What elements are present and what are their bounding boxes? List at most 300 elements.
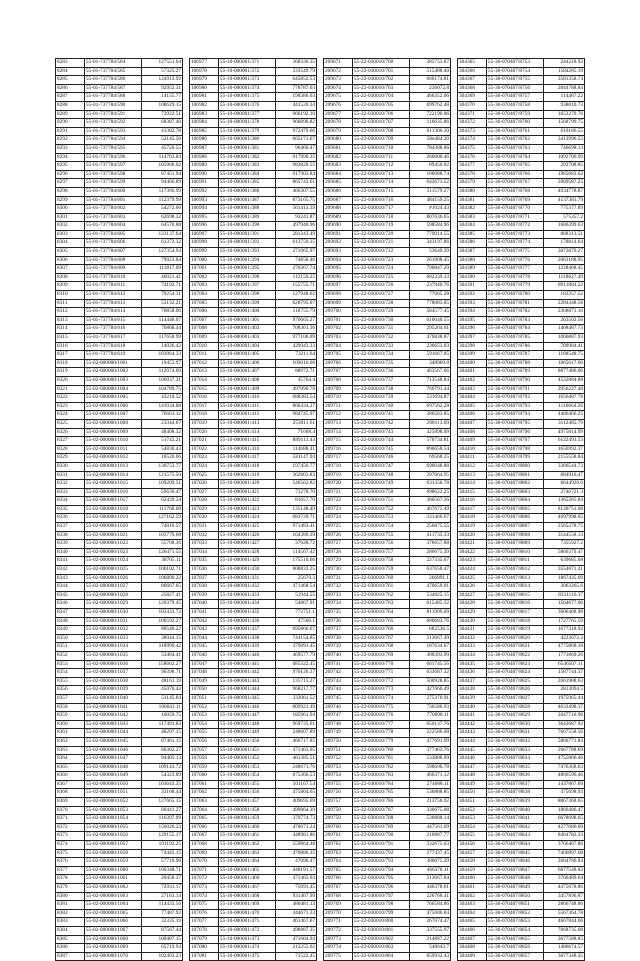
- table-row: [458, 523, 585, 532]
- record-id: 209676: [324, 101, 353, 110]
- record-id: 107023: [190, 454, 219, 463]
- record-id: 107028: [190, 497, 219, 506]
- amount: 2664786.84: [544, 858, 585, 867]
- amount: 117658.99: [142, 334, 183, 343]
- account-code: 55-10-000001/457: [218, 798, 275, 807]
- amount: 497890.78: [276, 385, 317, 394]
- account-code: 55-22-030010/716: [352, 196, 409, 205]
- account-code: 55-22-030010/771: [352, 669, 409, 678]
- account-code: 55-02-000000/1054: [84, 815, 141, 824]
- table-row: [458, 694, 585, 703]
- account-code: 55-36-070407/8843: [486, 832, 543, 841]
- amount: 766791.44: [410, 385, 451, 394]
- table-row: [458, 402, 585, 411]
- account-code: 55-02-000000/1017: [84, 497, 141, 506]
- account-code: 55-10-000001/448: [218, 720, 275, 729]
- amount: 3073879.27: [544, 248, 585, 257]
- record-id: 209747: [324, 712, 353, 721]
- amount: 332675.63: [410, 841, 451, 850]
- table-row: [458, 428, 585, 437]
- account-code: 55-02-000000/1050: [84, 780, 141, 789]
- table-row: [56, 385, 183, 394]
- amount: 8130751.08: [544, 505, 585, 514]
- record-id: 8285: [56, 76, 85, 85]
- record-id: 304411: [458, 454, 487, 463]
- record-id: 209712: [324, 411, 353, 420]
- table-row: [324, 557, 451, 566]
- account-code: 55-22-030010/783: [352, 772, 409, 781]
- record-id: 209706: [324, 359, 353, 368]
- amount: 45720.55: [142, 144, 183, 153]
- record-id: 107019: [190, 419, 219, 428]
- account-code: 55-10-000001/415: [218, 437, 275, 446]
- amount: 8911884.22: [544, 282, 585, 291]
- table-row: [190, 239, 317, 248]
- account-code: 55-36-070407/8852: [486, 909, 543, 918]
- account-code: 55-02-000000/1043: [84, 720, 141, 729]
- table-row: [324, 376, 451, 385]
- record-id: 209750: [324, 737, 353, 746]
- record-id: 8290: [56, 119, 85, 128]
- record-id: 107049: [190, 677, 219, 686]
- account-code: 55-22-030010/702: [352, 76, 409, 85]
- table-row: [56, 205, 183, 214]
- account-code: 55-10-000001/475: [218, 952, 275, 961]
- table-row: [458, 419, 585, 428]
- account-code: 55-22-030010/701: [352, 67, 409, 76]
- table-row: [190, 187, 317, 196]
- account-code: 55-36-070407/8765: [486, 162, 543, 171]
- account-code: 55-22-030010/753: [352, 514, 409, 523]
- record-id: 106981: [190, 93, 219, 102]
- table-row: [190, 368, 317, 377]
- account-code: 55-01-737784/584: [84, 59, 141, 68]
- account-code: 55-22-030010/791: [352, 841, 409, 850]
- record-id: 8322: [56, 394, 85, 403]
- amount: 531694.87: [410, 394, 451, 403]
- table-row: [56, 119, 183, 128]
- account-code: 55-02-000000/1039: [84, 686, 141, 695]
- record-id: 8333: [56, 488, 85, 497]
- table-row: [458, 720, 585, 729]
- table-row: [324, 832, 451, 841]
- table-row: [190, 935, 317, 944]
- account-code: 55-10-000001/470: [218, 909, 275, 918]
- account-code: 55-10-000001/449: [218, 729, 275, 738]
- account-code: 55-36-070407/8799: [486, 454, 543, 463]
- record-id: 304395: [458, 316, 487, 325]
- record-id: 304467: [458, 935, 487, 944]
- amount: 118999.42: [142, 643, 183, 652]
- amount: 127665.15: [142, 798, 183, 807]
- account-code: 55-02-000000/1069: [84, 944, 141, 953]
- table-row: [458, 394, 585, 403]
- amount: 561413.39: [276, 205, 317, 214]
- account-code: 55-02-000000/1059: [84, 858, 141, 867]
- account-code: 55-10-000001/428: [218, 548, 275, 557]
- account-code: 55-36-070407/8842: [486, 823, 543, 832]
- amount: 80441.27: [142, 806, 183, 815]
- account-code: 55-10-000001/386: [218, 187, 275, 196]
- record-id: 107039: [190, 591, 219, 600]
- table-row: [56, 127, 183, 136]
- account-code: 55-10-000001/381: [218, 144, 275, 153]
- record-id: 106978: [190, 67, 219, 76]
- amount: 111817.09: [142, 265, 183, 274]
- record-id: 304385: [458, 230, 487, 239]
- amount: 746698.13: [544, 144, 585, 153]
- account-code: 55-22-030010/775: [352, 703, 409, 712]
- table-row: [458, 359, 585, 368]
- table-row: [190, 832, 317, 841]
- amount: 633687.32: [410, 669, 451, 678]
- record-id: 304453: [458, 815, 487, 824]
- table-row: [56, 454, 183, 463]
- amount: 76663.12: [142, 411, 183, 420]
- amount: 14026.42: [142, 342, 183, 351]
- account-code: 55-10-000001/439: [218, 643, 275, 652]
- amount: 216887.77: [410, 832, 451, 841]
- amount: 343197.86: [410, 239, 451, 248]
- table-row: [324, 144, 451, 153]
- account-code: 55-36-070407/8796: [486, 428, 543, 437]
- record-id: 8381: [56, 901, 85, 910]
- account-code: 55-10-000001/417: [218, 454, 275, 463]
- amount: 581147.94: [276, 454, 317, 463]
- amount: 471468.54: [276, 583, 317, 592]
- account-code: 55-10-000001/409: [218, 385, 275, 394]
- table-row: [56, 273, 183, 282]
- amount: 380393.99: [410, 651, 451, 660]
- record-id: 209692: [324, 239, 353, 248]
- table-row: [324, 737, 451, 746]
- record-id: 8303: [56, 230, 85, 239]
- amount: 3457896.87: [544, 892, 585, 901]
- record-id: 209693: [324, 248, 353, 257]
- account-code: 55-02-000000/1044: [84, 729, 141, 738]
- amount: 1116664.26: [544, 402, 585, 411]
- table-row: [190, 866, 317, 875]
- table-row: [56, 93, 183, 102]
- account-code: 55-22-030010/718: [352, 213, 409, 222]
- amount: 661745.56: [410, 660, 451, 669]
- table-row: [56, 583, 183, 592]
- record-id: 106979: [190, 76, 219, 85]
- table-row: [324, 944, 451, 953]
- record-id: 209696: [324, 273, 353, 282]
- amount: 3677588.85: [544, 935, 585, 944]
- table-row: [324, 368, 451, 377]
- account-code: 55-01-737784/605: [84, 230, 141, 239]
- amount: 486481.13: [276, 901, 317, 910]
- table-row: [458, 823, 585, 832]
- amount: 466717.85: [276, 737, 317, 746]
- amount: 628795.07: [276, 299, 317, 308]
- table-row: [56, 918, 183, 927]
- amount: 77065.28: [410, 291, 451, 300]
- record-id: 107004: [190, 291, 219, 300]
- table-row: [56, 609, 183, 618]
- amount: 682536.5: [410, 626, 451, 635]
- account-code: 55-36-070407/8798: [486, 445, 543, 454]
- account-code: 55-36-070407/8841: [486, 815, 543, 824]
- account-code: 55-22-030010/742: [352, 419, 409, 428]
- amount: 187634.67: [410, 643, 451, 652]
- record-id: 304396: [458, 325, 487, 334]
- amount: 889113.43: [276, 437, 317, 446]
- account-code: 55-36-070407/8818: [486, 617, 543, 626]
- amount: 3554871.21: [544, 566, 585, 575]
- account-code: 55-10-000001/397: [218, 282, 275, 291]
- record-id: 8355: [56, 677, 85, 686]
- record-id: 8334: [56, 497, 85, 506]
- table-row: [190, 299, 317, 308]
- amount: 75091.45: [276, 884, 317, 893]
- account-code: 55-01-737784/607: [84, 248, 141, 257]
- table-row: [190, 909, 317, 918]
- amount: 96398.71: [142, 669, 183, 678]
- amount: 112074.69: [142, 368, 183, 377]
- table-row: [458, 849, 585, 858]
- record-id: 304423: [458, 557, 487, 566]
- table-row: [324, 101, 451, 110]
- amount: 4697998.05: [544, 514, 585, 523]
- amount: 385753.87: [410, 59, 451, 68]
- account-code: 55-10-000001/416: [218, 445, 275, 454]
- amount: 466371.12: [410, 772, 451, 781]
- account-code: 55-10-000001/374: [218, 84, 275, 93]
- account-code: 55-36-070407/8814: [486, 583, 543, 592]
- account-code: 55-36-070407/8835: [486, 763, 543, 772]
- table-row: [458, 187, 585, 196]
- amount: 970665.27: [276, 316, 317, 325]
- table-row: [190, 76, 317, 85]
- record-id: 209774: [324, 944, 353, 953]
- table-row: [56, 437, 183, 446]
- record-id: 107016: [190, 394, 219, 403]
- record-id: 304377: [458, 162, 487, 171]
- record-id: 304428: [458, 600, 487, 609]
- account-code: 55-22-030010/726: [352, 282, 409, 291]
- table-row: [190, 772, 317, 781]
- account-code: 55-01-737784/593: [84, 127, 141, 136]
- amount: 584577.45: [410, 308, 451, 317]
- account-code: 55-10-000001/407: [218, 368, 275, 377]
- record-id: 209685: [324, 179, 353, 188]
- record-id: 209715: [324, 437, 353, 446]
- account-code: 55-10-000001/455: [218, 780, 275, 789]
- record-id: 209754: [324, 772, 353, 781]
- table-row: [56, 67, 183, 76]
- table-row: [324, 574, 451, 583]
- record-id: 8335: [56, 505, 85, 514]
- table-row: [190, 67, 317, 76]
- record-id: 8318: [56, 359, 85, 368]
- amount: 62698.32: [142, 213, 183, 222]
- record-id: 209698: [324, 291, 353, 300]
- account-code: 55-36-070407/8797: [486, 437, 543, 446]
- table-row: [190, 660, 317, 669]
- record-id: 8292: [56, 136, 85, 145]
- amount: 3112485.79: [544, 419, 585, 428]
- table-row: [458, 256, 585, 265]
- account-code: 55-10-000001/442: [218, 669, 275, 678]
- table-row: [190, 823, 317, 832]
- record-id: 304415: [458, 488, 487, 497]
- account-code: 55-22-030010/780: [352, 746, 409, 755]
- table-row: [458, 617, 585, 626]
- account-code: 55-22-030010/739: [352, 394, 409, 403]
- amount: 130753.77: [142, 462, 183, 471]
- table-row: [324, 299, 451, 308]
- table-row: [324, 952, 451, 961]
- record-id: 8294: [56, 153, 85, 162]
- amount: 3677348.35: [544, 952, 585, 961]
- amount: 237940.76: [410, 282, 451, 291]
- record-id: 107058: [190, 755, 219, 764]
- record-id: 8350: [56, 634, 85, 643]
- record-id: 107030: [190, 514, 219, 523]
- amount: 977106.09: [276, 334, 317, 343]
- record-id: 8283: [56, 59, 85, 68]
- record-id: 304378: [458, 170, 487, 179]
- record-id: 8366: [56, 772, 85, 781]
- table-row: [190, 600, 317, 609]
- record-id: 304442: [458, 720, 487, 729]
- table-row: [324, 136, 451, 145]
- table-row: [324, 127, 451, 136]
- record-id: 304407: [458, 419, 487, 428]
- record-id: 107021: [190, 437, 219, 446]
- account-code: 55-10-000001/384: [218, 170, 275, 179]
- amount: 54272.66: [142, 205, 183, 214]
- table-row: [324, 162, 451, 171]
- amount: 931467.99: [276, 892, 317, 901]
- table-row: [56, 308, 183, 317]
- record-id: 107072: [190, 875, 219, 884]
- table-row: [458, 213, 585, 222]
- table-row: [324, 884, 451, 893]
- record-id: 304464: [458, 909, 487, 918]
- record-id: 8348: [56, 617, 85, 626]
- record-id: 304424: [458, 566, 487, 575]
- amount: 688383.54: [276, 394, 317, 403]
- record-id: 209727: [324, 540, 353, 549]
- table-row: [190, 196, 317, 205]
- record-id: 304460: [458, 875, 487, 884]
- table-row: [190, 162, 317, 171]
- amount: 484159.25: [410, 196, 451, 205]
- account-code: 55-36-070407/8802: [486, 480, 543, 489]
- amount: 103433.72: [142, 609, 183, 618]
- record-id: 304388: [458, 256, 487, 265]
- record-id: 8361: [56, 729, 85, 738]
- account-code: 55-36-070407/8855: [486, 935, 543, 944]
- amount: 7668735.68: [544, 926, 585, 935]
- table-row: [324, 729, 451, 738]
- record-id: 209723: [324, 505, 353, 514]
- account-code: 55-10-000001/459: [218, 815, 275, 824]
- account-code: 55-22-030010/789: [352, 823, 409, 832]
- table-row: [458, 798, 585, 807]
- amount: 736586.93: [410, 703, 451, 712]
- record-id: 304371: [458, 110, 487, 119]
- account-code: 55-22-030010/734: [352, 351, 409, 360]
- table-row: [324, 394, 451, 403]
- amount: 1727765.59: [544, 617, 585, 626]
- table-row: [458, 703, 585, 712]
- account-code: 55-10-000001/469: [218, 901, 275, 910]
- table-row: [324, 222, 451, 231]
- record-id: 304367: [458, 76, 487, 85]
- account-code: 55-02-000000/1040: [84, 694, 141, 703]
- table-row: [324, 901, 451, 910]
- table-row: [458, 471, 585, 480]
- table-row: [458, 892, 585, 901]
- amount: 2667788.69: [544, 746, 585, 755]
- record-id: 209701: [324, 316, 353, 325]
- amount: 598584.96: [410, 222, 451, 231]
- record-id: 304386: [458, 239, 487, 248]
- record-id: 106993: [190, 196, 219, 205]
- table-row: [190, 462, 317, 471]
- table-row: [458, 179, 585, 188]
- record-id: 304450: [458, 789, 487, 798]
- record-id: 209711: [324, 402, 353, 411]
- record-id: 107047: [190, 660, 219, 669]
- amount: 984745.97: [276, 411, 317, 420]
- amount: 271065.97: [276, 248, 317, 257]
- amount: 4934778.87: [544, 187, 585, 196]
- amount: 4775868.18: [544, 643, 585, 652]
- amount: 48297.15: [142, 729, 183, 738]
- account-code: 55-10-000001/390: [218, 222, 275, 231]
- account-code: 55-36-070407/8850: [486, 892, 543, 901]
- amount: 263502.56: [544, 316, 585, 325]
- table-row: [56, 256, 183, 265]
- account-code: 55-36-070407/8821: [486, 643, 543, 652]
- amount: 708361.36: [276, 325, 317, 334]
- table-row: [324, 437, 451, 446]
- amount: 475864.65: [276, 789, 317, 798]
- amount: 1584285.19: [544, 67, 585, 76]
- amount: 5567364.78: [544, 909, 585, 918]
- table-row: [56, 798, 183, 807]
- amount: 475686.84: [410, 909, 451, 918]
- table-row: [324, 76, 451, 85]
- account-code: 55-36-070407/8849: [486, 884, 543, 893]
- table-row: [458, 772, 585, 781]
- amount: 500928.85: [410, 677, 451, 686]
- account-code: 55-36-070407/8836: [486, 772, 543, 781]
- table-row: [458, 239, 585, 248]
- amount: 575357.2: [544, 213, 585, 222]
- account-code: 55-02-000000/1032: [84, 626, 141, 635]
- account-code: 55-22-030010/725: [352, 273, 409, 282]
- account-code: 55-02-000000/1002: [84, 368, 141, 377]
- account-code: 55-02-000000/1063: [84, 892, 141, 901]
- record-id: 209699: [324, 299, 353, 308]
- record-id: 8284: [56, 67, 85, 76]
- record-id: 107056: [190, 737, 219, 746]
- record-id: 8374: [56, 841, 85, 850]
- amount: 969735.61: [276, 720, 317, 729]
- record-id: 209691: [324, 230, 353, 239]
- table-row: [458, 832, 585, 841]
- amount: 744154.85: [276, 634, 317, 643]
- account-code: 55-36-070407/8804: [486, 497, 543, 506]
- table-row: [324, 866, 451, 875]
